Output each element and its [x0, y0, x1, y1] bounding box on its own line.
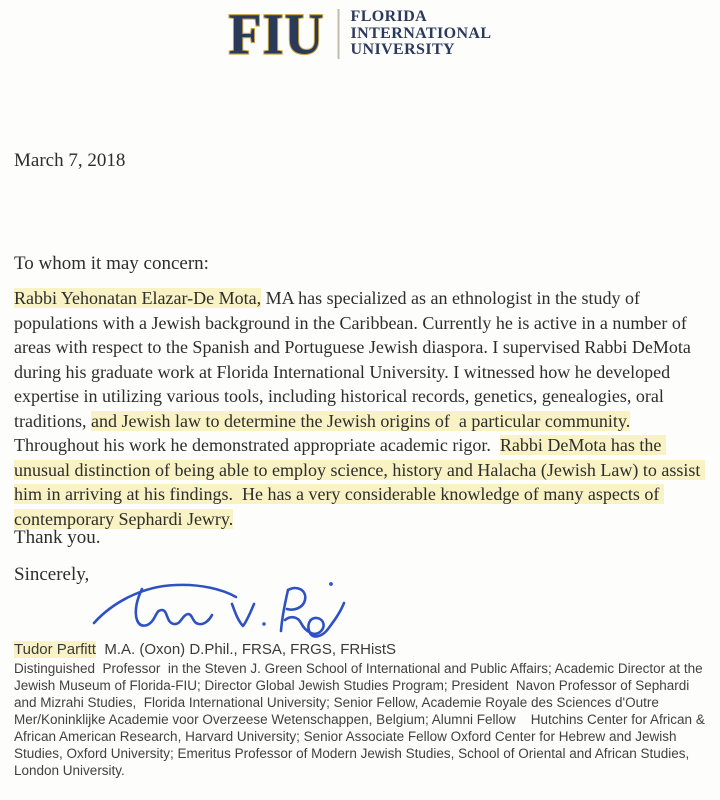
fiu-logo-wordmark [351, 9, 492, 59]
salutation: To whom it may concern: [14, 253, 209, 274]
handwritten-signature [84, 575, 352, 643]
highlighted-text: and Jewish law to determine the Jewish origins of a particular community. [91, 410, 631, 431]
body-text: MA has specialized as an ethnologist in the study of populations with a Jewish background in the Caribbean. Currently he is active in a number of areas with respect to the Spanish and Portuguese Jewish diaspora. I supervised Rabbi DeMota during his graduate work at Florida International University. I witnessed how he developed expertise in utilizing various tools, including historical records, genetics, genealogies, oral traditions, [14, 288, 696, 431]
letter-body [14, 286, 708, 531]
signer-name-line [14, 641, 396, 658]
closing-sincerely: Sincerely, [14, 564, 90, 585]
closing-thanks: Thank you. [14, 527, 101, 548]
wordmark-line-1: FLORIDA [350, 8, 428, 26]
fiu-logo-acronym: FIU [228, 1, 325, 67]
signer-name: Tudor Parfitt [14, 641, 96, 658]
highlighted-text: Rabbi Yehonatan Elazar-De Mota, [14, 288, 262, 308]
wordmark-line-3: UNIVERSITY [350, 41, 455, 59]
letter-date: March 7, 2018 [14, 150, 126, 171]
signer-credentials: Distinguished Professor in the Steven J. Green School of International and Public Affairs; Academic Director at the Jewish Museum of Florida-FIU; Director Global Jewish Studies Program; President Navon Professor of Sephardi and Mizrahi Studies, Florida International University; Senior Fellow, Academie Royale des Sciences d'Outre Mer/Koninklijke Academie voor Overzeese Wetenschappen, Belgium; Alumni Fellow Hutchins Center for African & African American Research, Harvard University; Senior Associate Fellow Oxford Center for Hebrew and Jewish Studies, Oxford University; Emeritus Professor of Modern Jewish Studies, School of Oriental and African Studies, London University. [14, 661, 708, 778]
wordmark-line-2: INTERNATIONAL [350, 24, 492, 42]
signer-degrees: M.A. (Oxon) D.Phil., FRSA, FRGS, FRHistS [95, 641, 397, 658]
highlighted-text: Rabbi DeMota has the unusual distinction of being able to employ science, history and Halacha (Jewish Law) to assist him in arriving at his findings. He has a very considerable knowledge of many aspects of contemporary Sephardi Jewry. [14, 435, 705, 529]
body-text: Throughout his work he demonstrated appropriate academic rigor. [14, 410, 635, 455]
fiu-logo [228, 1, 492, 67]
logo-divider [338, 9, 340, 59]
